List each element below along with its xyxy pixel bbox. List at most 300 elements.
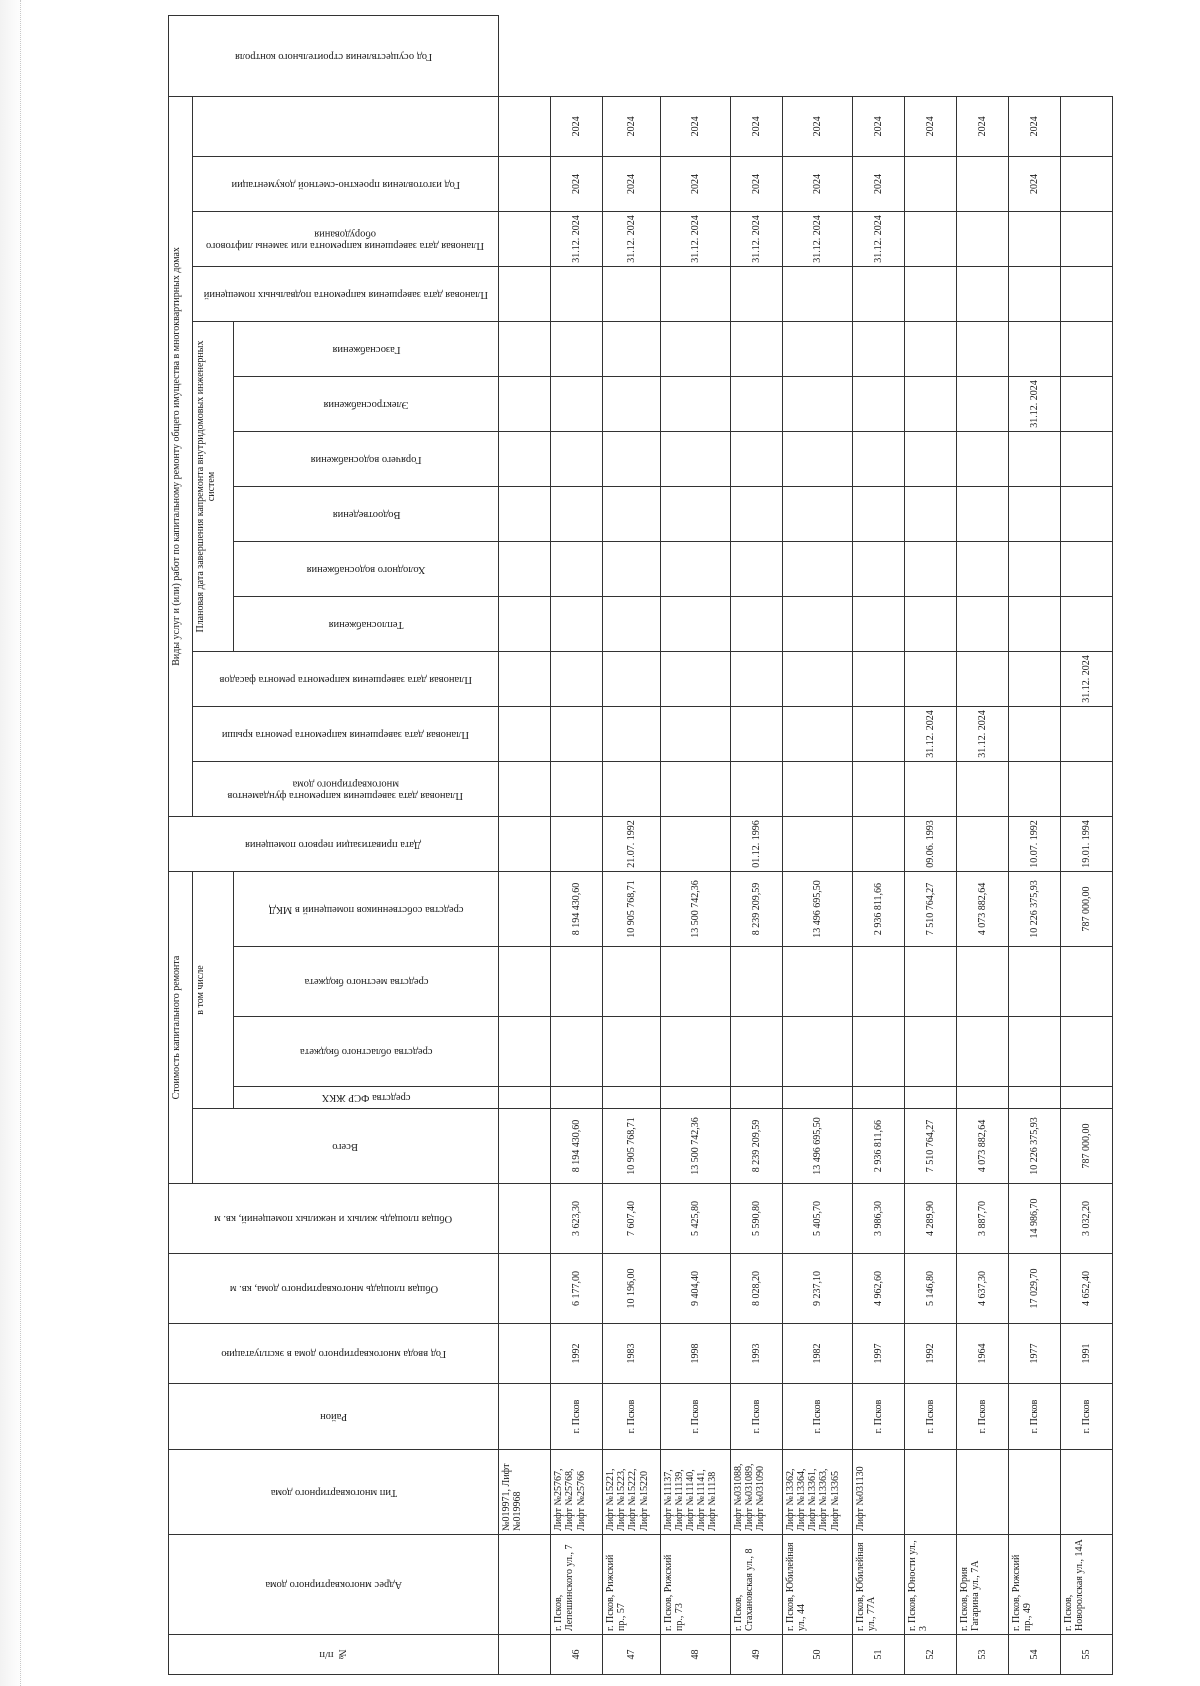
cell-design: 2024 bbox=[782, 157, 852, 212]
col-year-header: Год ввода многоквартирного дома в эксплуатацию bbox=[169, 1324, 499, 1384]
col-cost-total-header: Всего bbox=[193, 1109, 499, 1184]
cell-district: г. Псков bbox=[660, 1384, 730, 1450]
cell-drain bbox=[782, 487, 852, 542]
cell-gas bbox=[1061, 322, 1113, 377]
cell-address: г. Псков, Стахановская ул., 8 bbox=[730, 1535, 782, 1635]
col-cold-header: Холодного водоснабжения bbox=[233, 542, 499, 597]
cell-elec bbox=[551, 377, 603, 432]
cell-living-area: 5 590,80 bbox=[730, 1184, 782, 1254]
cell-lift bbox=[1009, 212, 1061, 267]
cell-gas bbox=[660, 322, 730, 377]
cell-fsr bbox=[853, 1087, 905, 1109]
table-row bbox=[1061, 16, 1113, 1675]
cell-cost-total: 10 226 375,93 bbox=[1009, 1109, 1061, 1184]
scan-edge bbox=[0, 0, 26, 1686]
cell-basement bbox=[551, 267, 603, 322]
cell-cost-total: 13 500 742,36 bbox=[660, 1109, 730, 1184]
cell-local bbox=[730, 947, 782, 1017]
cell-owners: 2 936 811,66 bbox=[853, 872, 905, 947]
cell-owners: 13 496 695,50 bbox=[782, 872, 852, 947]
cell-elec bbox=[730, 377, 782, 432]
cell-design bbox=[905, 157, 957, 212]
cell-foundation bbox=[1009, 762, 1061, 817]
col-total-area-header: Общая площадь многоквартирного дома, кв. м bbox=[169, 1254, 499, 1324]
cell-regional bbox=[957, 1017, 1009, 1087]
cell-roof bbox=[603, 707, 660, 762]
cell-hot bbox=[782, 432, 852, 487]
cell-num: 49 bbox=[730, 1635, 782, 1675]
cell-roof bbox=[1061, 707, 1113, 762]
cell-address: г. Псков, Юрия Гагарина ул., 7А bbox=[957, 1535, 1009, 1635]
table-row bbox=[905, 16, 957, 1675]
cell-control: 2024 bbox=[551, 96, 603, 156]
table-row bbox=[782, 16, 852, 1675]
cell-privat: 09.06. 1993 bbox=[905, 817, 957, 872]
cell-address: г. Псков, Юбилейная ул., 44 bbox=[782, 1535, 852, 1635]
col-fsr-header: средства ФСР ЖКХ bbox=[233, 1087, 499, 1109]
cell-drain bbox=[853, 487, 905, 542]
cell-year: 1992 bbox=[551, 1324, 603, 1384]
cell-cost-total: 4 073 882,64 bbox=[957, 1109, 1009, 1184]
rotated-page bbox=[168, 15, 1113, 1675]
cell-type: Лифт №031088, Лифт №031089, Лифт №031090 bbox=[730, 1450, 782, 1535]
cell-local bbox=[853, 947, 905, 1017]
cell-total-area: 4 962,60 bbox=[853, 1254, 905, 1324]
cell-design: 2024 bbox=[730, 157, 782, 212]
cell-living-area: 4 289,90 bbox=[905, 1184, 957, 1254]
cell-basement bbox=[853, 267, 905, 322]
cell-living-area: 3 032,20 bbox=[1061, 1184, 1113, 1254]
cell-drain bbox=[905, 487, 957, 542]
cell-privat: 19.01. 1994 bbox=[1061, 817, 1113, 872]
carry-over-row bbox=[499, 16, 551, 1675]
cell-elec bbox=[957, 377, 1009, 432]
cell-cold bbox=[1061, 542, 1113, 597]
table-row bbox=[957, 16, 1009, 1675]
cell-type: Лифт №15221, Лифт №15223, Лифт №15222, Лифт №15220 bbox=[603, 1450, 660, 1535]
cell-elec bbox=[905, 377, 957, 432]
cell-year: 1977 bbox=[1009, 1324, 1061, 1384]
cell-owners: 10 226 375,93 bbox=[1009, 872, 1061, 947]
cell-district: г. Псков bbox=[1061, 1384, 1113, 1450]
cell-facade bbox=[1009, 652, 1061, 707]
col-privat-header: Дата приватизации первого помещения bbox=[169, 817, 499, 872]
cell-living-area: 5 405,70 bbox=[782, 1184, 852, 1254]
table-row bbox=[551, 16, 603, 1675]
cell-owners: 787 000,00 bbox=[1061, 872, 1113, 947]
cell-total-area: 17 029,70 bbox=[1009, 1254, 1061, 1324]
col-type-header: Тип многоквартирного дома bbox=[169, 1450, 499, 1535]
cell-lift: 31.12. 2024 bbox=[853, 212, 905, 267]
cell-drain bbox=[603, 487, 660, 542]
cost-group-header: Стоимость капитального ремонта bbox=[169, 872, 193, 1184]
cell-facade: 31.12. 2024 bbox=[1061, 652, 1113, 707]
cell-design bbox=[1061, 157, 1113, 212]
col-facade-header: Плановая дата завершения капремонта ремонта фасадов bbox=[193, 652, 499, 707]
cell-year: 1982 bbox=[782, 1324, 852, 1384]
cell-roof: 31.12. 2024 bbox=[957, 707, 1009, 762]
cell-heat bbox=[957, 597, 1009, 652]
cell-privat bbox=[551, 817, 603, 872]
cell-gas bbox=[853, 322, 905, 377]
cell-num: 52 bbox=[905, 1635, 957, 1675]
cell-cold bbox=[1009, 542, 1061, 597]
cell-gas bbox=[603, 322, 660, 377]
cell-fsr bbox=[1009, 1087, 1061, 1109]
cell-district: г. Псков bbox=[905, 1384, 957, 1450]
cell-privat bbox=[660, 817, 730, 872]
cell-foundation bbox=[730, 762, 782, 817]
col-basement-header: Плановая дата завершения капремонта подвальных помещений bbox=[193, 267, 499, 322]
cell-local bbox=[660, 947, 730, 1017]
cell-basement bbox=[782, 267, 852, 322]
cell-basement bbox=[1009, 267, 1061, 322]
cell-hot bbox=[660, 432, 730, 487]
cell-num: 48 bbox=[660, 1635, 730, 1675]
cell-total-area: 4 637,30 bbox=[957, 1254, 1009, 1324]
cell-facade bbox=[957, 652, 1009, 707]
cell-type bbox=[957, 1450, 1009, 1535]
col-foundation-header: Плановая дата завершения капремонта фундаментов многоквартирного дома bbox=[193, 762, 499, 817]
cell-elec: 31.12. 2024 bbox=[1009, 377, 1061, 432]
col-drain-header: Водоотведения bbox=[233, 487, 499, 542]
cell-foundation bbox=[957, 762, 1009, 817]
cell-type: Лифт №031130 bbox=[853, 1450, 905, 1535]
cell-local bbox=[603, 947, 660, 1017]
cell-address: г. Псков, Новоролская ул., 14А bbox=[1061, 1535, 1113, 1635]
cell-fsr bbox=[957, 1087, 1009, 1109]
col-design-header: Год изготовления проектно-сметной документации bbox=[193, 157, 499, 212]
cell-privat: 21.07. 1992 bbox=[603, 817, 660, 872]
cell-year: 1983 bbox=[603, 1324, 660, 1384]
cell-lift bbox=[957, 212, 1009, 267]
cell-design bbox=[957, 157, 1009, 212]
cell-elec bbox=[782, 377, 852, 432]
cell-cost-total: 787 000,00 bbox=[1061, 1109, 1113, 1184]
cell-basement bbox=[905, 267, 957, 322]
cell-owners: 13 500 742,36 bbox=[660, 872, 730, 947]
cell-cost-total: 8 239 209,59 bbox=[730, 1109, 782, 1184]
cell-facade bbox=[551, 652, 603, 707]
cell-fsr bbox=[1061, 1087, 1113, 1109]
cell-heat bbox=[853, 597, 905, 652]
cell-address: г. Псков, Рижский пр., 73 bbox=[660, 1535, 730, 1635]
table-row bbox=[603, 16, 660, 1675]
cell-control bbox=[1061, 96, 1113, 156]
cell-total-area: 6 177,00 bbox=[551, 1254, 603, 1324]
col-regional-header: средства областного бюджета bbox=[233, 1017, 499, 1087]
carry-over-lift-ids: №019971, Лифт №019968 bbox=[499, 1450, 551, 1535]
cell-district: г. Псков bbox=[551, 1384, 603, 1450]
cell-fsr bbox=[660, 1087, 730, 1109]
cell-regional bbox=[603, 1017, 660, 1087]
cell-facade bbox=[853, 652, 905, 707]
cell-address: г. Псков, Лепешинского ул., 7 bbox=[551, 1535, 603, 1635]
cell-foundation bbox=[905, 762, 957, 817]
cell-total-area: 10 196,00 bbox=[603, 1254, 660, 1324]
cell-num: 53 bbox=[957, 1635, 1009, 1675]
cell-regional bbox=[730, 1017, 782, 1087]
incl-header: в том числе bbox=[193, 872, 233, 1109]
cell-roof: 31.12. 2024 bbox=[905, 707, 957, 762]
col-owners-header: средства собственников помещений в МКД bbox=[233, 872, 499, 947]
cell-heat bbox=[1009, 597, 1061, 652]
cell-total-area: 9 237,10 bbox=[782, 1254, 852, 1324]
capital-repair-table bbox=[168, 15, 1113, 1675]
col-living-area-header: Общая площадь жилых и нежилых помещений, кв. м bbox=[169, 1184, 499, 1254]
cell-year: 1992 bbox=[905, 1324, 957, 1384]
cell-cost-total: 2 936 811,66 bbox=[853, 1109, 905, 1184]
cell-district: г. Псков bbox=[782, 1384, 852, 1450]
cell-address: г. Псков, Юбилейная ул., 77А bbox=[853, 1535, 905, 1635]
cell-basement bbox=[603, 267, 660, 322]
cell-heat bbox=[730, 597, 782, 652]
cell-hot bbox=[957, 432, 1009, 487]
cell-foundation bbox=[853, 762, 905, 817]
cell-address: г. Псков, Юности ул., 3 bbox=[905, 1535, 957, 1635]
cell-owners: 8 239 209,59 bbox=[730, 872, 782, 947]
cell-design: 2024 bbox=[551, 157, 603, 212]
cell-num: 46 bbox=[551, 1635, 603, 1675]
col-lift-header: Плановая дата завершения капремонта или замены лифтового оборудования bbox=[193, 212, 499, 267]
systems-group-header: Плановая дата завершения капремонта внутридомовых инженерных систем bbox=[193, 322, 233, 652]
table-row bbox=[660, 16, 730, 1675]
cell-roof bbox=[730, 707, 782, 762]
cell-fsr bbox=[905, 1087, 957, 1109]
cell-hot bbox=[1009, 432, 1061, 487]
cell-cold bbox=[905, 542, 957, 597]
cell-local bbox=[957, 947, 1009, 1017]
cell-elec bbox=[853, 377, 905, 432]
cell-facade bbox=[782, 652, 852, 707]
cell-regional bbox=[1061, 1017, 1113, 1087]
cell-regional bbox=[660, 1017, 730, 1087]
cell-lift: 31.12. 2024 bbox=[660, 212, 730, 267]
cell-control: 2024 bbox=[905, 96, 957, 156]
cell-lift bbox=[905, 212, 957, 267]
cell-basement bbox=[730, 267, 782, 322]
cell-regional bbox=[551, 1017, 603, 1087]
cell-num: 47 bbox=[603, 1635, 660, 1675]
cell-control: 2024 bbox=[782, 96, 852, 156]
cell-cost-total: 13 496 695,50 bbox=[782, 1109, 852, 1184]
cell-control: 2024 bbox=[1009, 96, 1061, 156]
cell-type bbox=[1061, 1450, 1113, 1535]
cell-drain bbox=[551, 487, 603, 542]
cell-hot bbox=[1061, 432, 1113, 487]
cell-living-area: 3 623,30 bbox=[551, 1184, 603, 1254]
cell-district: г. Псков bbox=[1009, 1384, 1061, 1450]
cell-hot bbox=[730, 432, 782, 487]
cell-gas bbox=[730, 322, 782, 377]
cell-address: г. Псков, Рижский пр., 49 bbox=[1009, 1535, 1061, 1635]
cell-fsr bbox=[551, 1087, 603, 1109]
header-row-1 bbox=[169, 16, 193, 1675]
cell-roof bbox=[1009, 707, 1061, 762]
cell-total-area: 5 146,80 bbox=[905, 1254, 957, 1324]
cell-total-area: 4 652,40 bbox=[1061, 1254, 1113, 1324]
cell-lift: 31.12. 2024 bbox=[603, 212, 660, 267]
cell-drain bbox=[730, 487, 782, 542]
table-row bbox=[853, 16, 905, 1675]
cell-heat bbox=[551, 597, 603, 652]
cell-fsr bbox=[730, 1087, 782, 1109]
cell-privat bbox=[957, 817, 1009, 872]
cell-regional bbox=[905, 1017, 957, 1087]
works-group-header: Виды услуг и (или) работ по капитальному ремонту общего имущества в многоквартирных домах bbox=[169, 96, 193, 816]
cell-design: 2024 bbox=[660, 157, 730, 212]
cell-owners: 10 905 768,71 bbox=[603, 872, 660, 947]
cell-living-area: 3 986,30 bbox=[853, 1184, 905, 1254]
cell-num: 50 bbox=[782, 1635, 852, 1675]
cell-cold bbox=[603, 542, 660, 597]
col-elec-header: Электроснабжения bbox=[233, 377, 499, 432]
cell-year: 1991 bbox=[1061, 1324, 1113, 1384]
cell-type: Лифт №11137, Лифт №11139, Лифт №11140, Лифт №11141, Лифт №11138 bbox=[660, 1450, 730, 1535]
cell-living-area: 7 607,40 bbox=[603, 1184, 660, 1254]
cell-cost-total: 8 194 430,60 bbox=[551, 1109, 603, 1184]
cell-owners: 7 510 764,27 bbox=[905, 872, 957, 947]
cell-living-area: 3 887,70 bbox=[957, 1184, 1009, 1254]
cell-heat bbox=[782, 597, 852, 652]
cell-year: 1964 bbox=[957, 1324, 1009, 1384]
cell-privat: 10.07. 1992 bbox=[1009, 817, 1061, 872]
cell-living-area: 14 986,70 bbox=[1009, 1184, 1061, 1254]
cell-heat bbox=[905, 597, 957, 652]
cell-owners: 8 194 430,60 bbox=[551, 872, 603, 947]
cell-facade bbox=[660, 652, 730, 707]
cell-cost-total: 7 510 764,27 bbox=[905, 1109, 957, 1184]
cell-lift: 31.12. 2024 bbox=[730, 212, 782, 267]
cell-roof bbox=[660, 707, 730, 762]
cell-cost-total: 10 905 768,71 bbox=[603, 1109, 660, 1184]
cell-fsr bbox=[782, 1087, 852, 1109]
cell-drain bbox=[1061, 487, 1113, 542]
cell-foundation bbox=[603, 762, 660, 817]
cell-type bbox=[1009, 1450, 1061, 1535]
cell-local bbox=[551, 947, 603, 1017]
col-gas-header: Газоснабжения bbox=[233, 322, 499, 377]
cell-total-area: 8 028,20 bbox=[730, 1254, 782, 1324]
col-address-header: Адрес многоквартирного дома bbox=[169, 1535, 499, 1635]
cell-hot bbox=[905, 432, 957, 487]
cell-local bbox=[1061, 947, 1113, 1017]
cell-cold bbox=[957, 542, 1009, 597]
cell-elec bbox=[660, 377, 730, 432]
cell-gas bbox=[1009, 322, 1061, 377]
cell-heat bbox=[603, 597, 660, 652]
cell-elec bbox=[603, 377, 660, 432]
cell-type: Лифт №13362, Лифт №13364, Лифт №13361, Лифт №13363, Лифт №13365 bbox=[782, 1450, 852, 1535]
cell-roof bbox=[853, 707, 905, 762]
cell-regional bbox=[853, 1017, 905, 1087]
cell-district: г. Псков bbox=[603, 1384, 660, 1450]
cell-district: г. Псков bbox=[957, 1384, 1009, 1450]
cell-foundation bbox=[551, 762, 603, 817]
cell-control: 2024 bbox=[730, 96, 782, 156]
cell-lift bbox=[1061, 212, 1113, 267]
cell-total-area: 9 404,40 bbox=[660, 1254, 730, 1324]
cell-fsr bbox=[603, 1087, 660, 1109]
cell-foundation bbox=[782, 762, 852, 817]
cell-num: 55 bbox=[1061, 1635, 1113, 1675]
cell-hot bbox=[551, 432, 603, 487]
cell-year: 1997 bbox=[853, 1324, 905, 1384]
cell-cold bbox=[782, 542, 852, 597]
table-row bbox=[1009, 16, 1061, 1675]
cell-facade bbox=[730, 652, 782, 707]
cell-local bbox=[1009, 947, 1061, 1017]
cell-num: 54 bbox=[1009, 1635, 1061, 1675]
cell-control: 2024 bbox=[957, 96, 1009, 156]
cell-gas bbox=[782, 322, 852, 377]
cell-drain bbox=[1009, 487, 1061, 542]
col-control-header: Год осуществления строительного контроля bbox=[169, 16, 499, 97]
cell-cold bbox=[551, 542, 603, 597]
col-roof-header: Плановая дата завершения капремонта ремонта крыши bbox=[193, 707, 499, 762]
col-heat-header: Теплоснабжения bbox=[233, 597, 499, 652]
cell-roof bbox=[782, 707, 852, 762]
cell-gas bbox=[957, 322, 1009, 377]
cell-lift: 31.12. 2024 bbox=[782, 212, 852, 267]
cell-regional bbox=[1009, 1017, 1061, 1087]
cell-cold bbox=[660, 542, 730, 597]
cell-district: г. Псков bbox=[853, 1384, 905, 1450]
cell-privat bbox=[853, 817, 905, 872]
cell-district: г. Псков bbox=[730, 1384, 782, 1450]
cell-type bbox=[905, 1450, 957, 1535]
cell-roof bbox=[551, 707, 603, 762]
cell-living-area: 5 425,80 bbox=[660, 1184, 730, 1254]
cell-hot bbox=[853, 432, 905, 487]
cell-control: 2024 bbox=[660, 96, 730, 156]
cell-design: 2024 bbox=[853, 157, 905, 212]
cell-elec bbox=[1061, 377, 1113, 432]
cell-heat bbox=[660, 597, 730, 652]
cell-drain bbox=[660, 487, 730, 542]
col-hot-header: Горячего водоснабжения bbox=[233, 432, 499, 487]
cell-basement bbox=[1061, 267, 1113, 322]
cell-design: 2024 bbox=[1009, 157, 1061, 212]
cell-gas bbox=[551, 322, 603, 377]
table-body bbox=[551, 16, 1113, 1675]
cell-owners: 4 073 882,64 bbox=[957, 872, 1009, 947]
cell-cold bbox=[730, 542, 782, 597]
cell-address: г. Псков, Рижский пр., 57 bbox=[603, 1535, 660, 1635]
cell-year: 1998 bbox=[660, 1324, 730, 1384]
cell-privat: 01.12. 1996 bbox=[730, 817, 782, 872]
cell-privat bbox=[782, 817, 852, 872]
cell-gas bbox=[905, 322, 957, 377]
cell-basement bbox=[660, 267, 730, 322]
cell-num: 51 bbox=[853, 1635, 905, 1675]
cell-type: Лифт №25767, Лифт №25768, Лифт №25766 bbox=[551, 1450, 603, 1535]
cell-control: 2024 bbox=[603, 96, 660, 156]
cell-foundation bbox=[1061, 762, 1113, 817]
cell-cold bbox=[853, 542, 905, 597]
cell-basement bbox=[957, 267, 1009, 322]
cell-year: 1993 bbox=[730, 1324, 782, 1384]
cell-lift: 31.12. 2024 bbox=[551, 212, 603, 267]
cell-drain bbox=[957, 487, 1009, 542]
cell-foundation bbox=[660, 762, 730, 817]
cell-heat bbox=[1061, 597, 1113, 652]
cell-control: 2024 bbox=[853, 96, 905, 156]
cell-facade bbox=[905, 652, 957, 707]
cell-hot bbox=[603, 432, 660, 487]
cell-local bbox=[905, 947, 957, 1017]
col-num-header: № п/п bbox=[169, 1635, 499, 1675]
